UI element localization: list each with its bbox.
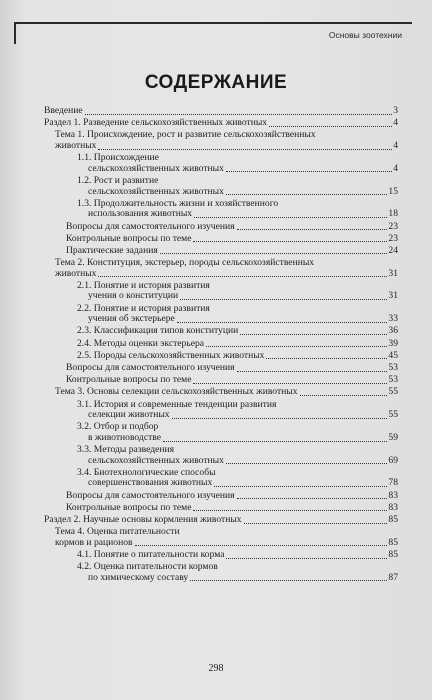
toc-entry-page: 53 xyxy=(388,361,398,373)
dot-leader xyxy=(98,148,392,150)
toc-entry-page: 31 xyxy=(388,290,398,302)
dot-leader xyxy=(180,298,387,300)
toc-entry-label: Контрольные вопросы по теме xyxy=(66,374,192,386)
dot-leader xyxy=(163,440,387,442)
toc-entry xyxy=(44,326,398,337)
running-head: Основы зоотехнии xyxy=(328,30,402,40)
dot-leader xyxy=(226,557,387,559)
toc-entry-label: 3.4. Биотехнологические способы xyxy=(77,466,216,478)
toc-entry-page: 85 xyxy=(388,536,398,548)
toc-entry xyxy=(44,153,398,174)
dot-leader xyxy=(226,170,392,172)
toc-entry xyxy=(44,304,398,325)
toc-entry-page: 55 xyxy=(388,409,398,421)
toc-entry-page: 23 xyxy=(388,220,398,232)
toc-entry xyxy=(44,199,398,220)
dot-leader xyxy=(98,275,387,277)
toc-entry-page: 83 xyxy=(388,489,398,501)
toc-entry xyxy=(44,222,398,233)
toc-entry-label: Практические задания xyxy=(66,244,158,256)
toc-entry xyxy=(44,258,398,279)
toc-entry-page: 33 xyxy=(388,313,398,325)
toc-entry-label: 1.2. Рост и развитие xyxy=(77,174,159,186)
dot-leader xyxy=(206,345,387,347)
dot-leader xyxy=(237,370,388,372)
toc-entry-label: сельскохозяйственных животных xyxy=(88,162,224,174)
dot-leader xyxy=(135,544,388,546)
toc-entry xyxy=(44,339,398,350)
toc-entry-label: селекции животных xyxy=(88,409,170,421)
dot-leader xyxy=(300,394,388,396)
toc-entry-label: Контрольные вопросы по теме xyxy=(66,232,192,244)
toc-entry xyxy=(44,491,398,502)
toc-entry-label: 2.1. Понятие и история развития xyxy=(77,279,210,291)
toc-entry-label: 3.2. Отбор и подбор xyxy=(77,421,159,433)
page-number: 298 xyxy=(208,663,224,674)
toc-entry xyxy=(44,422,398,443)
dot-leader xyxy=(177,321,388,323)
toc-entry-label: Раздел 2. Научные основы кормления животных xyxy=(44,514,242,526)
toc-entry-label: использования животных xyxy=(88,208,193,220)
dot-leader xyxy=(226,193,387,195)
toc-entry xyxy=(44,106,398,117)
toc-entry-label: Контрольные вопросы по теме xyxy=(66,501,192,513)
toc-entry-page: 15 xyxy=(388,185,398,197)
dot-leader xyxy=(237,497,388,499)
toc-entry-page: 31 xyxy=(388,267,398,279)
dot-leader xyxy=(269,125,392,127)
dot-leader xyxy=(193,382,387,384)
toc-entry-page: 36 xyxy=(388,325,398,337)
toc-entry xyxy=(44,118,398,129)
toc-entry-label: 4.2. Оценка питательности кормов xyxy=(77,561,218,573)
dot-leader xyxy=(193,509,387,511)
toc-entry xyxy=(44,562,398,583)
page-title: СОДЕРЖАНИЕ xyxy=(144,72,288,93)
toc-entry-label: животных xyxy=(55,139,97,151)
toc-entry-page: 3 xyxy=(393,105,398,116)
toc-entry-label: животных xyxy=(55,267,97,279)
table-of-contents xyxy=(44,106,398,585)
toc-entry xyxy=(44,527,398,548)
dot-leader xyxy=(85,113,393,115)
toc-entry-label: 1.3. Продолжительность жизни и хозяйственного xyxy=(77,197,279,209)
toc-entry xyxy=(44,375,398,386)
toc-entry xyxy=(44,550,398,561)
toc-entry-label: 2.2. Понятие и история развития xyxy=(77,302,210,314)
toc-entry-page: 59 xyxy=(388,431,398,443)
toc-entry-label: Тема 2. Конституция, экстерьер, породы сельскохозяйственных xyxy=(55,257,315,269)
toc-entry-label: учения о конституции xyxy=(88,290,179,302)
toc-entry-page: 45 xyxy=(388,349,398,361)
dot-leader xyxy=(244,522,388,524)
toc-entry-label: 3.1. История и современные тенденции развития xyxy=(77,398,277,410)
dot-leader xyxy=(193,240,387,242)
toc-entry-label: учения об экстерьере xyxy=(88,313,175,325)
toc-entry-label: сельскохозяйственных животных xyxy=(88,185,224,197)
toc-entry-label: кормов и рационов xyxy=(55,536,133,548)
dot-leader xyxy=(237,228,388,230)
toc-entry-page: 4 xyxy=(393,117,398,129)
toc-entry xyxy=(44,400,398,421)
dot-leader xyxy=(160,252,388,254)
toc-entry-label: Тема 4. Оценка питательности xyxy=(55,526,180,538)
toc-entry xyxy=(44,281,398,302)
dot-leader xyxy=(266,357,387,359)
toc-entry-label: Тема 3. Основы селекции сельскохозяйственных животных xyxy=(55,386,298,398)
toc-entry-page: 85 xyxy=(388,549,398,560)
toc-entry xyxy=(44,363,398,374)
toc-entry-page: 78 xyxy=(388,477,398,489)
toc-entry-label: Вопросы для самостоятельного изучения xyxy=(66,361,235,373)
toc-entry-label: по химическому составу xyxy=(88,571,189,583)
dot-leader xyxy=(226,462,387,464)
toc-entry-label: 4.1. Понятие о питательности корма xyxy=(77,549,225,560)
toc-entry-page: 4 xyxy=(393,139,398,151)
toc-entry-page: 39 xyxy=(388,337,398,349)
toc-entry-page: 85 xyxy=(388,514,398,526)
toc-entry-page: 69 xyxy=(388,454,398,466)
toc-entry xyxy=(44,176,398,197)
toc-entry xyxy=(44,468,398,489)
toc-entry-label: Введение xyxy=(44,105,83,116)
toc-entry-label: Вопросы для самостоятельного изучения xyxy=(66,220,235,232)
dot-leader xyxy=(194,216,387,218)
toc-entry xyxy=(44,515,398,526)
toc-entry xyxy=(44,503,398,514)
toc-entry xyxy=(44,130,398,151)
toc-entry xyxy=(44,246,398,257)
toc-entry-page: 4 xyxy=(393,162,398,174)
toc-entry-page: 55 xyxy=(388,386,398,398)
toc-entry-page: 87 xyxy=(388,571,398,583)
toc-entry-label: Вопросы для самостоятельного изучения xyxy=(66,489,235,501)
toc-entry xyxy=(44,351,398,362)
toc-entry-page: 23 xyxy=(388,232,398,244)
toc-entry xyxy=(44,445,398,466)
toc-entry-label: 2.4. Методы оценки экстерьера xyxy=(77,337,205,349)
dot-leader xyxy=(214,485,387,487)
toc-entry-label: в животноводстве xyxy=(88,431,161,443)
toc-entry xyxy=(44,234,398,245)
dot-leader xyxy=(172,417,388,419)
toc-entry-page: 18 xyxy=(388,208,398,220)
toc-entry-label: сельскохозяйственных животных xyxy=(88,454,224,466)
toc-entry-page: 24 xyxy=(388,244,398,256)
toc-entry-label: 2.3. Классификация типов конституции xyxy=(77,325,239,337)
toc-entry xyxy=(44,387,398,398)
toc-entry-label: 3.3. Методы разведения xyxy=(77,444,175,456)
toc-entry-page: 53 xyxy=(388,374,398,386)
dot-leader xyxy=(190,579,387,581)
toc-entry-label: Тема 1. Происхождение, рост и развитие сельскохозяйственных xyxy=(55,129,316,141)
toc-entry-label: 2.5. Породы сельскохозяйственных животных xyxy=(77,349,265,361)
dot-leader xyxy=(240,333,387,335)
toc-entry-label: Раздел 1. Разведение сельскохозяйственных животных xyxy=(44,117,268,129)
toc-entry-label: 1.1. Происхождение xyxy=(77,152,159,164)
toc-entry-label: совершенствования животных xyxy=(88,477,213,489)
toc-entry-page: 83 xyxy=(388,501,398,513)
